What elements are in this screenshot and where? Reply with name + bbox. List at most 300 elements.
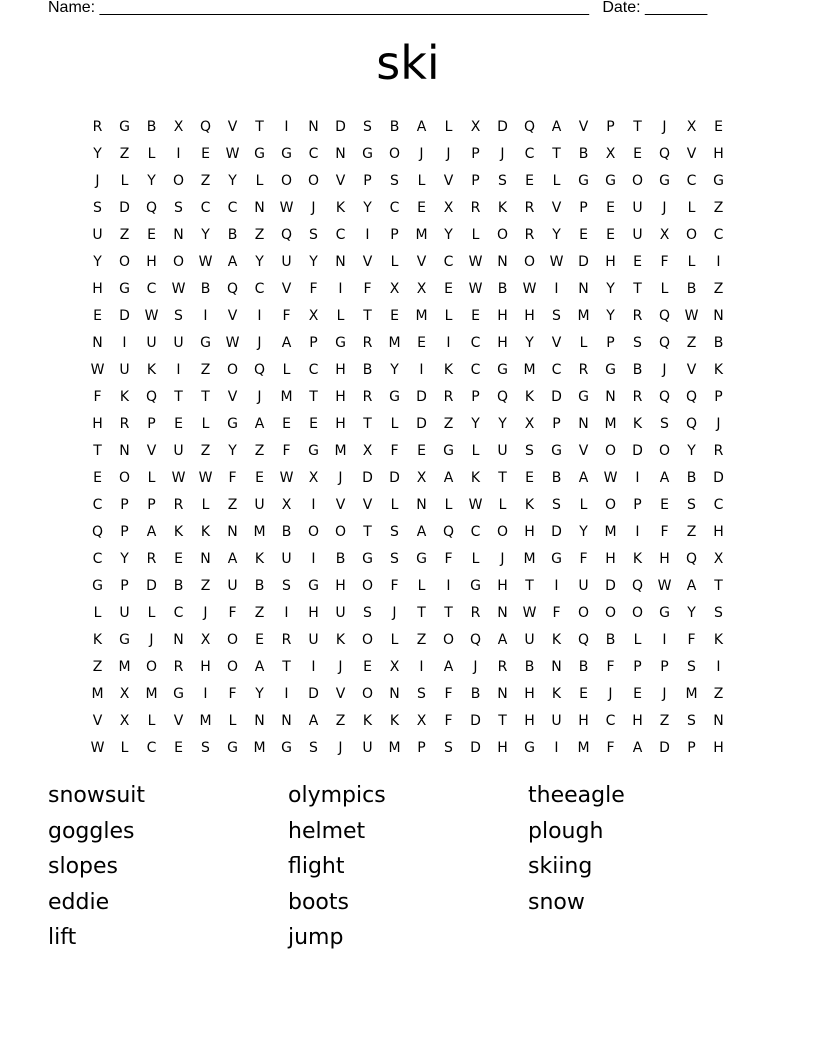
grid-letter: F bbox=[228, 604, 237, 621]
grid-letter: W bbox=[279, 469, 294, 486]
grid-letter: V bbox=[551, 334, 562, 351]
grid-letter: U bbox=[578, 577, 589, 594]
word-list-item: lift bbox=[48, 925, 77, 950]
grid-letter: G bbox=[497, 361, 508, 378]
grid-letter: K bbox=[254, 550, 265, 567]
grid-letter: Z bbox=[254, 604, 265, 621]
grid-letter: O bbox=[145, 658, 158, 675]
grid-letter: V bbox=[686, 145, 697, 162]
grid-letter: I bbox=[311, 658, 316, 675]
grid-letter: Q bbox=[631, 577, 644, 594]
grid-letter: F bbox=[309, 280, 318, 297]
word-list-item: eddie bbox=[48, 889, 110, 915]
grid-letter: N bbox=[281, 712, 292, 729]
grid-letter: Z bbox=[335, 712, 346, 729]
grid-row bbox=[84, 545, 732, 572]
grid-letter: A bbox=[443, 469, 454, 486]
grid-letter: L bbox=[444, 496, 453, 513]
word-list-item: flight bbox=[288, 854, 345, 879]
grid-letter: G bbox=[470, 577, 481, 594]
grid-letter: L bbox=[471, 226, 480, 243]
grid-letter: X bbox=[416, 469, 427, 486]
grid-letter: Y bbox=[552, 226, 561, 243]
grid-letter: J bbox=[500, 145, 505, 162]
grid-letter: F bbox=[660, 523, 669, 540]
grid-letter: L bbox=[390, 631, 399, 648]
grid-letter: D bbox=[713, 469, 724, 486]
grid-letter: Q bbox=[199, 118, 212, 135]
grid-letter: S bbox=[363, 604, 372, 621]
grid-letter: P bbox=[579, 199, 588, 216]
grid-letter: B bbox=[578, 658, 589, 675]
grid-letter: L bbox=[390, 253, 399, 270]
grid-letter: L bbox=[390, 415, 399, 432]
grid-letter: R bbox=[362, 388, 373, 405]
grid-letter: Y bbox=[606, 280, 615, 297]
grid-letter: Z bbox=[686, 523, 697, 540]
grid-letter: V bbox=[335, 496, 346, 513]
grid-letter: X bbox=[443, 199, 454, 216]
grid-letter: X bbox=[119, 685, 130, 702]
grid-letter: N bbox=[578, 280, 589, 297]
grid-letter: H bbox=[335, 388, 346, 405]
grid-letter: M bbox=[253, 739, 266, 756]
grid-letter: V bbox=[362, 253, 373, 270]
grid-letter: T bbox=[498, 469, 507, 486]
grid-letter: G bbox=[119, 118, 130, 135]
grid-letter: T bbox=[633, 280, 642, 297]
grid-letter: F bbox=[444, 550, 453, 567]
grid-letter: W bbox=[657, 577, 672, 594]
grid-letter: P bbox=[714, 388, 723, 405]
grid-letter: H bbox=[308, 604, 319, 621]
grid-letter: I bbox=[284, 118, 289, 135]
grid-letter: H bbox=[497, 334, 508, 351]
grid-letter: P bbox=[147, 415, 156, 432]
grid-letter: R bbox=[632, 388, 643, 405]
grid-letter: G bbox=[659, 604, 670, 621]
grid-letter: P bbox=[633, 658, 642, 675]
grid-letter: I bbox=[419, 658, 424, 675]
grid-letter: B bbox=[389, 118, 400, 135]
word-list-item: olympics bbox=[288, 783, 386, 808]
grid-letter: Q bbox=[658, 307, 671, 324]
grid-letter: Y bbox=[687, 604, 696, 621]
grid-letter: R bbox=[470, 199, 481, 216]
grid-letter: M bbox=[388, 739, 401, 756]
grid-letter: Y bbox=[363, 199, 372, 216]
grid-letter: R bbox=[173, 658, 184, 675]
grid-letter: U bbox=[551, 712, 562, 729]
grid-letter: L bbox=[687, 253, 696, 270]
grid-letter: X bbox=[389, 658, 400, 675]
grid-letter: X bbox=[686, 118, 697, 135]
grid-letter: H bbox=[335, 415, 346, 432]
grid-letter: L bbox=[552, 172, 561, 189]
grid-letter: V bbox=[227, 307, 238, 324]
grid-letter: L bbox=[282, 361, 291, 378]
grid-letter: W bbox=[684, 307, 699, 324]
grid-letter: R bbox=[146, 550, 157, 567]
grid-letter: Z bbox=[713, 280, 724, 297]
grid-letter: I bbox=[176, 145, 181, 162]
grid-letter: U bbox=[335, 604, 346, 621]
grid-letter: Z bbox=[254, 442, 265, 459]
grid-letter: D bbox=[659, 739, 670, 756]
grid-letter: N bbox=[416, 496, 427, 513]
grid-letter: E bbox=[444, 280, 453, 297]
grid-letter: S bbox=[390, 172, 399, 189]
grid-letter: S bbox=[498, 172, 507, 189]
grid-letter: F bbox=[606, 658, 615, 675]
grid-letter: W bbox=[468, 253, 483, 270]
grid-letter: H bbox=[632, 712, 643, 729]
grid-letter: D bbox=[119, 199, 130, 216]
grid-letter: O bbox=[685, 226, 698, 243]
grid-letter: G bbox=[173, 685, 184, 702]
grid-letter: D bbox=[551, 523, 562, 540]
grid-letter: T bbox=[633, 118, 642, 135]
grid-letter: K bbox=[524, 496, 535, 513]
grid-row bbox=[84, 653, 732, 680]
grid-letter: A bbox=[254, 658, 265, 675]
grid-letter: S bbox=[552, 496, 561, 513]
grid-letter: K bbox=[713, 361, 724, 378]
grid-letter: S bbox=[633, 334, 642, 351]
grid-letter: O bbox=[226, 361, 239, 378]
grid-letter: Y bbox=[147, 172, 156, 189]
grid-letter: O bbox=[361, 577, 374, 594]
grid-letter: V bbox=[227, 118, 238, 135]
grid-letter: T bbox=[417, 604, 426, 621]
grid-letter: A bbox=[659, 469, 670, 486]
grid-letter: U bbox=[281, 550, 292, 567]
grid-letter: S bbox=[174, 307, 183, 324]
grid-letter: J bbox=[257, 334, 262, 351]
grid-letter: H bbox=[524, 307, 535, 324]
grid-letter: S bbox=[552, 307, 561, 324]
grid-letter: L bbox=[201, 415, 210, 432]
grid-letter: M bbox=[415, 226, 428, 243]
grid-row bbox=[84, 707, 732, 734]
word-list-item: skiing bbox=[528, 854, 593, 879]
grid-letter: O bbox=[388, 145, 401, 162]
grid-letter: Q bbox=[685, 388, 698, 405]
grid-letter: G bbox=[281, 739, 292, 756]
grid-letter: D bbox=[497, 118, 508, 135]
grid-letter: S bbox=[687, 658, 696, 675]
grid-letter: R bbox=[443, 388, 454, 405]
grid-letter: U bbox=[308, 631, 319, 648]
grid-letter: E bbox=[714, 118, 723, 135]
grid-letter: G bbox=[92, 577, 103, 594]
grid-letter: H bbox=[605, 550, 616, 567]
grid-letter: G bbox=[605, 361, 616, 378]
word-list-item: snowsuit bbox=[48, 783, 146, 808]
grid-letter: E bbox=[606, 199, 615, 216]
grid-letter: G bbox=[524, 739, 535, 756]
grid-letter: A bbox=[254, 415, 265, 432]
grid-letter: N bbox=[605, 388, 616, 405]
grid-letter: C bbox=[308, 361, 319, 378]
grid-letter: E bbox=[633, 145, 642, 162]
grid-letter: S bbox=[309, 226, 318, 243]
grid-letter: F bbox=[444, 712, 453, 729]
grid-letter: E bbox=[390, 307, 399, 324]
grid-letter: T bbox=[93, 442, 102, 459]
grid-letter: E bbox=[579, 685, 588, 702]
grid-letter: X bbox=[416, 280, 427, 297]
grid-letter: O bbox=[631, 604, 644, 621]
grid-letter: E bbox=[606, 226, 615, 243]
grid-letter: F bbox=[687, 631, 696, 648]
grid-letter: C bbox=[470, 361, 481, 378]
grid-letter: G bbox=[362, 550, 373, 567]
grid-letter: T bbox=[363, 307, 372, 324]
grid-letter: R bbox=[497, 658, 508, 675]
grid-letter: F bbox=[390, 442, 399, 459]
grid-letter: I bbox=[365, 226, 370, 243]
grid-letter: C bbox=[443, 253, 454, 270]
grid-letter: P bbox=[120, 523, 129, 540]
grid-letter: H bbox=[713, 523, 724, 540]
grid-letter: R bbox=[713, 442, 724, 459]
grid-letter: V bbox=[92, 712, 103, 729]
grid-letter: K bbox=[173, 523, 184, 540]
grid-letter: A bbox=[497, 631, 508, 648]
grid-letter: G bbox=[578, 172, 589, 189]
grid-letter: J bbox=[392, 604, 397, 621]
grid-letter: O bbox=[118, 253, 131, 270]
grid-letter: P bbox=[147, 496, 156, 513]
grid-letter: M bbox=[577, 739, 590, 756]
grid-letter: H bbox=[713, 739, 724, 756]
grid-letter: Z bbox=[227, 496, 238, 513]
grid-letter: W bbox=[90, 361, 105, 378]
grid-letter: W bbox=[171, 280, 186, 297]
grid-letter: C bbox=[551, 361, 562, 378]
grid-letter: R bbox=[92, 118, 103, 135]
grid-letter: L bbox=[498, 496, 507, 513]
grid-letter: X bbox=[362, 442, 373, 459]
grid-letter: K bbox=[632, 550, 643, 567]
grid-letter: O bbox=[361, 685, 374, 702]
grid-letter: C bbox=[92, 496, 103, 513]
grid-letter: L bbox=[579, 334, 588, 351]
grid-letter: C bbox=[470, 523, 481, 540]
grid-letter: C bbox=[713, 496, 724, 513]
grid-letter: Q bbox=[685, 550, 698, 567]
grid-letter: C bbox=[470, 334, 481, 351]
grid-letter: O bbox=[280, 172, 293, 189]
grid-letter: W bbox=[225, 145, 240, 162]
grid-letter: L bbox=[633, 631, 642, 648]
grid-letter: F bbox=[228, 469, 237, 486]
grid-letter: B bbox=[470, 685, 481, 702]
grid-letter: C bbox=[308, 145, 319, 162]
grid-letter: D bbox=[551, 388, 562, 405]
grid-letter: C bbox=[146, 739, 157, 756]
grid-letter: I bbox=[635, 469, 640, 486]
grid-letter: B bbox=[632, 361, 643, 378]
grid-letter: Z bbox=[200, 361, 211, 378]
grid-letter: L bbox=[93, 604, 102, 621]
name-field-label: Name: _______________________________________________________ bbox=[48, 0, 589, 16]
grid-letter: I bbox=[257, 307, 262, 324]
grid-letter: F bbox=[228, 685, 237, 702]
grid-letter: L bbox=[147, 712, 156, 729]
grid-letter: C bbox=[254, 280, 265, 297]
grid-letter: V bbox=[443, 172, 454, 189]
grid-letter: L bbox=[147, 469, 156, 486]
grid-letter: J bbox=[203, 604, 208, 621]
grid-letter: A bbox=[281, 334, 292, 351]
grid-letter: G bbox=[281, 145, 292, 162]
grid-letter: P bbox=[606, 334, 615, 351]
grid-letter: U bbox=[524, 631, 535, 648]
grid-letter: Q bbox=[253, 361, 266, 378]
grid-letter: E bbox=[579, 226, 588, 243]
grid-letter: R bbox=[362, 334, 373, 351]
grid-letter: D bbox=[308, 685, 319, 702]
grid-letter: L bbox=[660, 280, 669, 297]
grid-letter: U bbox=[146, 334, 157, 351]
grid-letter: P bbox=[471, 145, 480, 162]
grid-letter: S bbox=[174, 199, 183, 216]
grid-letter: K bbox=[497, 199, 508, 216]
grid-letter: K bbox=[335, 199, 346, 216]
grid-letter: W bbox=[549, 253, 564, 270]
grid-letter: Z bbox=[254, 226, 265, 243]
word-list-item: helmet bbox=[288, 818, 366, 844]
grid-letter: O bbox=[604, 496, 617, 513]
grid-letter: X bbox=[308, 307, 319, 324]
grid-letter: B bbox=[686, 469, 697, 486]
grid-letter: L bbox=[120, 739, 129, 756]
grid-letter: R bbox=[578, 361, 589, 378]
grid-letter: G bbox=[200, 334, 211, 351]
grid-letter: I bbox=[716, 253, 721, 270]
grid-letter: R bbox=[173, 496, 184, 513]
grid-letter: Z bbox=[713, 685, 724, 702]
grid-letter: I bbox=[554, 739, 559, 756]
word-list-item: jump bbox=[288, 925, 344, 950]
grid-letter: W bbox=[279, 199, 294, 216]
letter-grid bbox=[84, 113, 732, 761]
grid-letter: J bbox=[662, 199, 667, 216]
grid-letter: I bbox=[716, 658, 721, 675]
grid-letter: T bbox=[498, 712, 507, 729]
grid-letter: I bbox=[554, 280, 559, 297]
grid-letter: C bbox=[686, 172, 697, 189]
grid-letter: J bbox=[338, 658, 343, 675]
grid-letter: W bbox=[522, 604, 537, 621]
grid-letter: M bbox=[145, 685, 158, 702]
grid-letter: Y bbox=[228, 172, 237, 189]
grid-letter: T bbox=[282, 658, 291, 675]
grid-letter: X bbox=[389, 280, 400, 297]
grid-letter: V bbox=[362, 496, 373, 513]
grid-letter: D bbox=[146, 577, 157, 594]
grid-letter: W bbox=[468, 280, 483, 297]
grid-letter: Z bbox=[443, 415, 454, 432]
grid-letter: C bbox=[524, 145, 535, 162]
grid-letter: I bbox=[284, 604, 289, 621]
grid-letter: D bbox=[605, 577, 616, 594]
grid-letter: D bbox=[416, 388, 427, 405]
grid-letter: E bbox=[174, 550, 183, 567]
grid-letter: B bbox=[497, 280, 508, 297]
grid-letter: M bbox=[523, 361, 536, 378]
grid-letter: T bbox=[714, 577, 723, 594]
grid-letter: A bbox=[578, 469, 589, 486]
grid-letter: G bbox=[308, 577, 319, 594]
grid-letter: X bbox=[713, 550, 724, 567]
grid-letter: D bbox=[119, 307, 130, 324]
word-column bbox=[288, 780, 518, 958]
word-list-item: goggles bbox=[48, 818, 135, 844]
grid-letter: H bbox=[200, 658, 211, 675]
grid-row bbox=[84, 437, 732, 464]
grid-letter: E bbox=[525, 172, 534, 189]
grid-letter: Q bbox=[145, 199, 158, 216]
grid-letter: G bbox=[578, 388, 589, 405]
grid-row bbox=[84, 599, 732, 626]
grid-letter: Q bbox=[496, 388, 509, 405]
grid-letter: N bbox=[308, 118, 319, 135]
grid-letter: B bbox=[335, 550, 346, 567]
grid-letter: E bbox=[93, 307, 102, 324]
grid-letter: B bbox=[713, 334, 724, 351]
grid-letter: P bbox=[687, 739, 696, 756]
grid-letter: U bbox=[254, 496, 265, 513]
grid-letter: J bbox=[608, 685, 613, 702]
grid-letter: N bbox=[578, 415, 589, 432]
grid-letter: E bbox=[147, 226, 156, 243]
grid-letter: D bbox=[470, 712, 481, 729]
grid-letter: E bbox=[633, 253, 642, 270]
grid-letter: B bbox=[686, 280, 697, 297]
grid-letter: L bbox=[201, 496, 210, 513]
grid-letter: Y bbox=[120, 550, 129, 567]
grid-letter: M bbox=[91, 685, 104, 702]
grid-letter: C bbox=[200, 199, 211, 216]
grid-letter: X bbox=[281, 496, 292, 513]
grid-letter: J bbox=[338, 739, 343, 756]
grid-letter: N bbox=[389, 685, 400, 702]
grid-letter: B bbox=[200, 280, 211, 297]
grid-letter: G bbox=[308, 442, 319, 459]
grid-row bbox=[84, 734, 732, 761]
grid-letter: B bbox=[578, 145, 589, 162]
grid-letter: V bbox=[173, 712, 184, 729]
grid-letter: E bbox=[255, 631, 264, 648]
grid-letter: E bbox=[255, 469, 264, 486]
grid-letter: Q bbox=[685, 415, 698, 432]
grid-letter: J bbox=[716, 415, 721, 432]
grid-letter: H bbox=[605, 253, 616, 270]
grid-letter: B bbox=[551, 469, 562, 486]
grid-letter: L bbox=[336, 307, 345, 324]
grid-letter: J bbox=[662, 361, 667, 378]
grid-letter: B bbox=[146, 118, 157, 135]
grid-letter: L bbox=[687, 199, 696, 216]
grid-letter: Q bbox=[442, 523, 455, 540]
grid-letter: F bbox=[579, 550, 588, 567]
grid-letter: R bbox=[470, 604, 481, 621]
grid-letter: M bbox=[604, 415, 617, 432]
grid-letter: W bbox=[171, 469, 186, 486]
